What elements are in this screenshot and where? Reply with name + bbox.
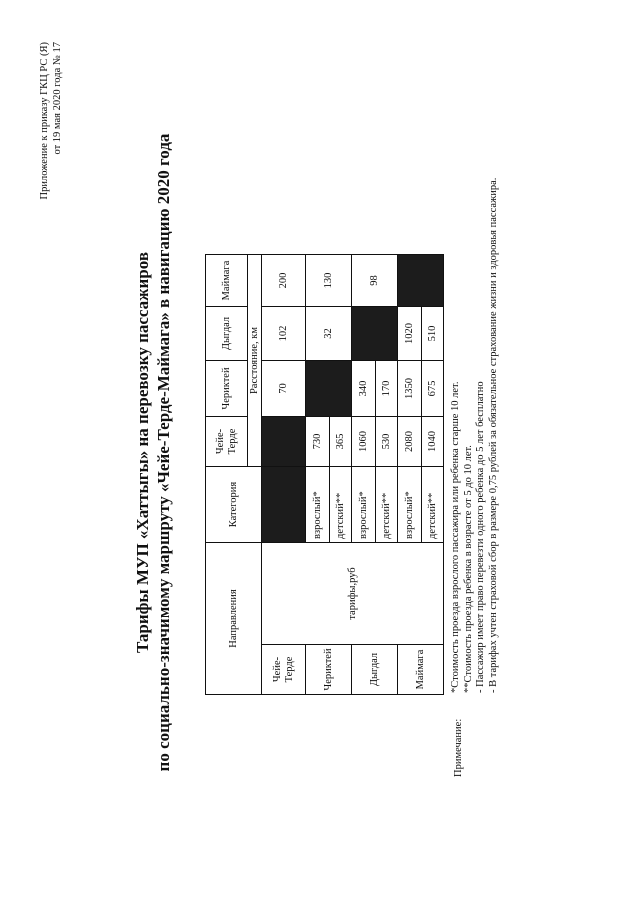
approval-line-1: Приложение к приказу ГКЦ РС (Я): [39, 42, 50, 200]
approval-line-2: от 19 мая 2020 года № 17: [52, 42, 63, 155]
approval-stamp: [38, 42, 64, 199]
header-direction: Направления: [206, 543, 262, 695]
header-category: Категория: [206, 467, 262, 543]
tariff-table: [205, 254, 444, 695]
shaded-cell: [398, 255, 444, 307]
distance-cell: 102: [262, 307, 306, 361]
table-header-row: [206, 255, 248, 695]
category-cell: детский**: [376, 467, 398, 543]
distance-cell: 98: [352, 255, 398, 307]
distance-cell: 130: [306, 255, 352, 307]
header-col-maymaga: Маймага: [206, 255, 248, 307]
price-cell: 1060: [352, 417, 376, 467]
price-cell: 730: [306, 417, 330, 467]
category-cell: детский**: [330, 467, 352, 543]
shaded-cell: [262, 417, 306, 467]
price-cell: 170: [376, 361, 398, 417]
header-col-cheriktey: Чериктей: [206, 361, 248, 417]
category-cell: детский**: [422, 467, 444, 543]
price-cell: 1350: [398, 361, 422, 417]
notes-label: Примечание:: [453, 718, 464, 777]
tariff-label: тарифы,руб: [262, 543, 444, 645]
row-name-cheriktey: Чериктей: [306, 645, 352, 695]
note-item: - В тарифах учтен страховой сбор в размере 0,75 рублей за обязательное страхование жизни и здоровья пассажира.: [487, 177, 499, 693]
shaded-cell: [262, 467, 306, 543]
price-cell: 340: [352, 361, 376, 417]
document-title: [132, 0, 174, 905]
category-cell: взрослый*: [398, 467, 422, 543]
shaded-cell: [306, 361, 352, 417]
row-name-dygdal: Дыгдал: [352, 645, 398, 695]
price-cell: 1020: [398, 307, 422, 361]
notes-list: [450, 178, 500, 693]
price-cell: 510: [422, 307, 444, 361]
note-item: *Стоимость проезда взрослого пассажира или ребенка старше 10 лет.: [450, 381, 461, 693]
price-cell: 530: [376, 417, 398, 467]
price-cell: 675: [422, 361, 444, 417]
row-name-cheye-terde: Чейе-Терде: [262, 645, 306, 695]
shaded-cell: [352, 307, 398, 361]
note-item: - Пассажир имеет право перевезти одного ребенка до 5 лет бесплатно: [475, 381, 486, 693]
distance-cell: 32: [306, 307, 352, 361]
note-item: **Стоимость проезда ребенка в возрасте от 5 до 10 лет.: [462, 445, 474, 693]
table-row: [262, 255, 306, 695]
price-cell: 2080: [398, 417, 422, 467]
category-cell: взрослый*: [306, 467, 330, 543]
distance-cell: 70: [262, 361, 306, 417]
category-cell: взрослый*: [352, 467, 376, 543]
header-distance: Расстояние, км: [248, 255, 262, 467]
header-col-dygdal: Дыгдал: [206, 307, 248, 361]
title-line-1: Тарифы МУП «Хаттыгы» на перевозку пассажиров: [133, 252, 152, 654]
title-line-2: по социально-значимому маршруту «Чейе-Терде-Маймага» в навигацию 2020 года: [154, 133, 173, 772]
price-cell: 365: [330, 417, 352, 467]
header-col-cheye-terde: Чейе-Терде: [206, 417, 248, 467]
price-cell: 1040: [422, 417, 444, 467]
distance-cell: 200: [262, 255, 306, 307]
row-name-maymaga: Маймага: [398, 645, 444, 695]
